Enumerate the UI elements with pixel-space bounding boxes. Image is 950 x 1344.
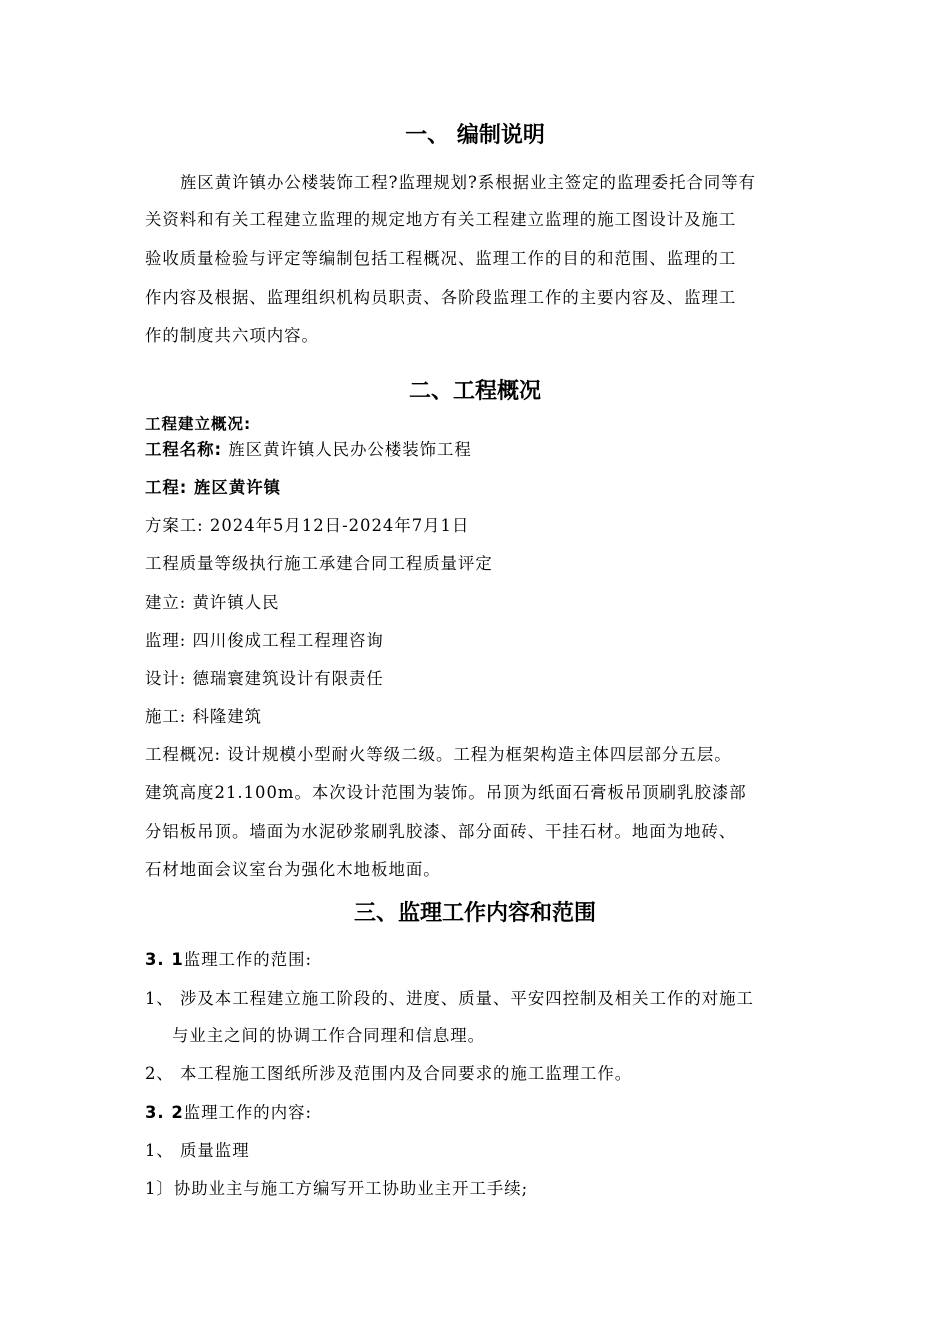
section-3-heading: 三、监理工作内容和范围: [353, 901, 596, 926]
subsection-3-2: [145, 1099, 312, 1123]
info-line: 方案工: 2024年5月12日-2024年7月1日: [145, 516, 470, 535]
subsection-text: 监理工作的范围:: [183, 950, 313, 969]
info-line: 建筑高度21.100m。本次设计范围为装饰。吊顶为纸面石膏板吊顶刷乳胶漆部: [145, 783, 747, 802]
info-line: 设计: 德瑞寰建筑设计有限责任: [145, 669, 384, 688]
list-item-continuation: 与业主之间的协调工作合同理和信息理。: [172, 1026, 486, 1045]
section-1-heading: 一、 编制说明: [405, 123, 545, 148]
subsection-text: 监理工作的内容:: [183, 1103, 313, 1122]
section-2-heading: 二、工程概况: [408, 379, 541, 404]
info-line: 工程质量等级执行施工承建合同工程质量评定: [145, 554, 493, 573]
list-item: 1、 涉及本工程建立施工阶段的、进度、质量、平安四控制及相关工作的对施工: [145, 989, 754, 1008]
project-name-row: [145, 436, 472, 460]
list-item: 1、 质量监理: [145, 1141, 250, 1160]
info-line: 分铝板吊顶。墙面为水泥砂浆刷乳胶漆、部分面砖、干挂石材。地面为地砖、: [145, 822, 737, 841]
project-place: 工程: 旌区黄许镇: [145, 478, 281, 497]
project-name-label: 工程名称:: [145, 440, 223, 459]
info-line: 石材地面会议室台为强化木地板地面。: [145, 860, 441, 879]
list-item: 2、 本工程施工图纸所涉及范围内及合同要求的施工监理工作。: [145, 1064, 633, 1083]
info-line: 施工: 科隆建筑: [145, 707, 263, 726]
paragraph-line: 作内容及根据、监理组织机构员职责、各阶段监理工作的主要内容及、监理工: [145, 288, 737, 307]
paragraph-line: 旌区黄许镇办公楼装饰工程?监理规划?系根据业主签定的监理委托合同等有: [180, 173, 757, 192]
paragraph-line: 验收质量检验与评定等编制包括工程概况、监理工作的目的和范围、监理的工: [145, 249, 737, 268]
project-name-value: 旌区黄许镇人民办公楼装饰工程: [228, 440, 472, 459]
info-line: 工程概况: 设计规模小型耐火等级二级。工程为框架构造主体四层部分五层。: [145, 745, 732, 764]
paragraph-line: 作的制度共六项内容。: [145, 326, 319, 345]
subsection-3-1: [145, 946, 312, 970]
subsection-number: 3. 2: [145, 1103, 184, 1122]
paragraph-line: 关资料和有关工程建立监理的规定地方有关工程建立监理的施工图设计及施工: [145, 210, 737, 229]
overview-subtitle: 工程建立概况:: [145, 415, 252, 433]
info-line: 监理: 四川俊成工程工程理咨询: [145, 631, 384, 650]
info-line: 建立: 黄许镇人民: [145, 593, 280, 612]
list-item: 1〕协助业主与施工方编写开工协助业主开工手续;: [145, 1179, 529, 1198]
subsection-number: 3. 1: [145, 950, 184, 969]
